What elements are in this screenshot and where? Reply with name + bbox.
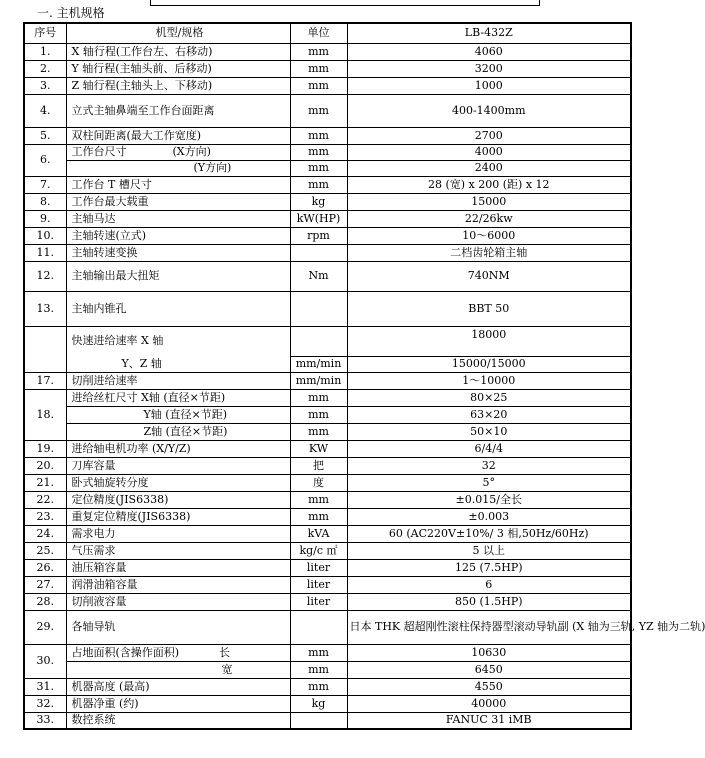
table-row [24,491,631,508]
row-value: 4060 [347,43,631,60]
row-value: 10630 [347,644,631,661]
row-item: 进给丝杠尺寸 X轴 (直径×节距) [66,389,290,406]
row-no: 3. [24,77,66,94]
row-item: 重复定位精度(JIS6338) [66,508,290,525]
row-no: 21. [24,474,66,491]
row-no: 19. [24,440,66,457]
section-title: 一. 主机规格 [37,6,105,20]
row-unit: mm [290,77,347,94]
table-row [24,695,631,712]
row-value: 32 [347,457,631,474]
row-no: 9. [24,210,66,227]
row-unit: mm [290,94,347,127]
row-unit [290,712,347,729]
table-row [24,525,631,542]
row-unit: mm [290,491,347,508]
row-no: 8. [24,193,66,210]
row-value: 28 (宽) x 200 (距) x 12 [347,176,631,193]
row-unit [290,291,347,326]
row-item: 主轴转速变换 [66,244,290,261]
table-row [24,593,631,610]
row-unit: 度 [290,474,347,491]
row-item: 主轴马达 [66,210,290,227]
table-row [24,610,631,644]
row-unit: mm/min [290,356,347,372]
row-item: 切削进给速率 [66,372,290,389]
row-unit: mm [290,144,347,160]
row-no: 26. [24,559,66,576]
row-item: 油压箱容量 [66,559,290,576]
table-row [24,576,631,593]
row-item: 定位精度(JIS6338) [66,491,290,508]
row-value: 60 (AC220V±10%/ 3 相,50Hz/60Hz) [347,525,631,542]
table-row [24,244,631,261]
row-item: 润滑油箱容量 [66,576,290,593]
row-unit: kW(HP) [290,210,347,227]
row-unit: 把 [290,457,347,474]
row-no: 27. [24,576,66,593]
row-item [66,144,290,160]
row-unit: mm [290,661,347,678]
row-unit: kg [290,193,347,210]
row-unit: mm [290,508,347,525]
row-value: 740NM [347,261,631,291]
row-unit: mm [290,176,347,193]
row-item-direction: (Y方向) [193,161,232,174]
row-unit: mm [290,678,347,695]
table-row [24,389,631,406]
row-item: 机器净重 (约) [66,695,290,712]
row-item: 立式主轴鼻端至工作台面距离 [66,94,290,127]
row-value: 40000 [347,695,631,712]
row-value: 125 (7.5HP) [347,559,631,576]
row-unit: kVA [290,525,347,542]
row-unit: kg [290,695,347,712]
row-value: 6 [347,576,631,593]
row-item: Y 轴行程(主轴头前、后移动) [66,60,290,77]
row-item: 需求电力 [66,525,290,542]
row-item: 进给轴电机功率 (X/Y/Z) [66,440,290,457]
table-row [24,43,631,60]
row-value: FANUC 31 iMB [347,712,631,729]
row-no: 20. [24,457,66,474]
row-value: 5 以上 [347,542,631,559]
row-value: 18000 [347,326,631,356]
table-row [24,77,631,94]
table-row [24,291,631,326]
row-item-label: 工作台尺寸 [71,145,127,158]
table-row [24,678,631,695]
row-value: 1～10000 [347,372,631,389]
row-item: 气压需求 [66,542,290,559]
table-row [24,326,631,356]
row-no: 1. [24,43,66,60]
table-row [24,474,631,491]
header-item: 机型/规格 [66,23,290,43]
row-value: 1000 [347,77,631,94]
row-item [66,406,290,423]
row-unit: mm [290,644,347,661]
row-unit: mm [290,389,347,406]
row-value: 400-1400mm [347,94,631,127]
row-unit [290,244,347,261]
row-no: 11. [24,244,66,261]
row-item [66,356,290,372]
row-value: 6450 [347,661,631,678]
row-item [66,160,290,176]
row-item-direction: (X方向) [172,145,211,158]
table-row [24,712,631,729]
table-row [24,144,631,160]
row-unit: liter [290,559,347,576]
row-item: 工作台最大载重 [66,193,290,210]
table-row [24,440,631,457]
row-no: 32. [24,695,66,712]
row-no: 33. [24,712,66,729]
row-unit: Nm [290,261,347,291]
table-row [24,193,631,210]
row-no: 28. [24,593,66,610]
row-value: 10～6000 [347,227,631,244]
row-no: 18. [24,389,66,440]
table-row [24,457,631,474]
row-unit: mm [290,406,347,423]
row-unit: mm/min [290,372,347,389]
row-no: 31. [24,678,66,695]
row-unit [290,326,347,356]
row-item: 刀库容量 [66,457,290,474]
row-unit: mm [290,127,347,144]
row-item: 机器高度 (最高) [66,678,290,695]
row-value: 二档齿轮箱主轴 [347,244,631,261]
table-row [24,508,631,525]
header-model: LB-432Z [347,23,631,43]
row-item: 快速进给速率 X 轴 [66,326,290,356]
row-value: BBT 50 [347,291,631,326]
row-item-label: 占地面积(含操作面积) [71,645,180,659]
row-item: 数控系统 [66,712,290,729]
row-item: 主轴内锥孔 [66,291,290,326]
table-row [24,406,631,423]
table-row [24,227,631,244]
row-value: ±0.015/全长 [347,491,631,508]
row-item-direction: 长 [219,645,231,659]
row-no: 30. [24,644,66,678]
row-no: 23. [24,508,66,525]
top-frame [150,0,540,6]
row-value: 50×10 [347,423,631,440]
table-header [24,23,631,43]
row-item: 各轴导轨 [66,610,290,644]
row-unit: mm [290,423,347,440]
row-item: 主轴转速(立式) [66,227,290,244]
row-no: 7. [24,176,66,193]
row-value: 4000 [347,144,631,160]
table-row [24,176,631,193]
table-row [24,261,631,291]
row-value: 22/26kw [347,210,631,227]
row-no: 17. [24,372,66,389]
row-item: Z 轴行程(主轴头上、下移动) [66,77,290,94]
row-value: ±0.003 [347,508,631,525]
row-unit: KW [290,440,347,457]
header-no: 序号 [24,23,66,43]
row-item: 主轴输出最大扭矩 [66,261,290,291]
row-item: 工作台 T 槽尺寸 [66,176,290,193]
row-value: 2400 [347,160,631,176]
table-row [24,661,631,678]
row-item-direction: 宽 [221,662,233,676]
row-no: 10. [24,227,66,244]
row-no: 22. [24,491,66,508]
row-no: 25. [24,542,66,559]
table-row [24,127,631,144]
row-value: 3200 [347,60,631,77]
row-no: 6. [24,144,66,176]
row-unit: liter [290,593,347,610]
row-no: 12. [24,261,66,291]
row-value: 日本 THK 超超刚性滚柱保持器型滚动导轨副 (X 轴为三轨, YZ 轴为二轨) [347,610,631,644]
row-unit: mm [290,43,347,60]
row-unit: liter [290,576,347,593]
row-item: 卧式轴旋转分度 [66,474,290,491]
table-row [24,542,631,559]
table-row [24,644,631,661]
row-no: 4. [24,94,66,127]
row-item: 双柱间距离(最大工作宽度) [66,127,290,144]
table-row [24,559,631,576]
row-value: 15000/15000 [347,356,631,372]
row-item-label: Z轴 (直径×节距) [143,424,228,438]
row-item-label: Y、Z 轴 [121,356,162,370]
row-value: 5° [347,474,631,491]
row-unit: mm [290,160,347,176]
row-value: 80×25 [347,389,631,406]
row-value: 2700 [347,127,631,144]
row-value: 6/4/4 [347,440,631,457]
table-row [24,94,631,127]
row-value: 4550 [347,678,631,695]
row-item [66,423,290,440]
row-unit: mm [290,60,347,77]
table-row [24,372,631,389]
table-row [24,160,631,176]
row-no: 24. [24,525,66,542]
table-row [24,356,631,372]
row-no: 29. [24,610,66,644]
row-item-label: Y轴 (直径×节距) [143,407,228,421]
row-unit: rpm [290,227,347,244]
row-no [24,326,66,372]
row-unit: kg/c ㎡ [290,542,347,559]
row-item [66,644,290,661]
table-row [24,423,631,440]
row-value: 15000 [347,193,631,210]
row-no: 5. [24,127,66,144]
row-value: 850 (1.5HP) [347,593,631,610]
row-unit [290,610,347,644]
table-row [24,210,631,227]
row-item [66,661,290,678]
row-value: 63×20 [347,406,631,423]
header-unit: 单位 [290,23,347,43]
row-no: 2. [24,60,66,77]
row-item: X 轴行程(工作台左、右移动) [66,43,290,60]
row-item: 切削液容量 [66,593,290,610]
spec-table [23,22,705,730]
row-no: 13. [24,291,66,326]
table-row [24,60,631,77]
